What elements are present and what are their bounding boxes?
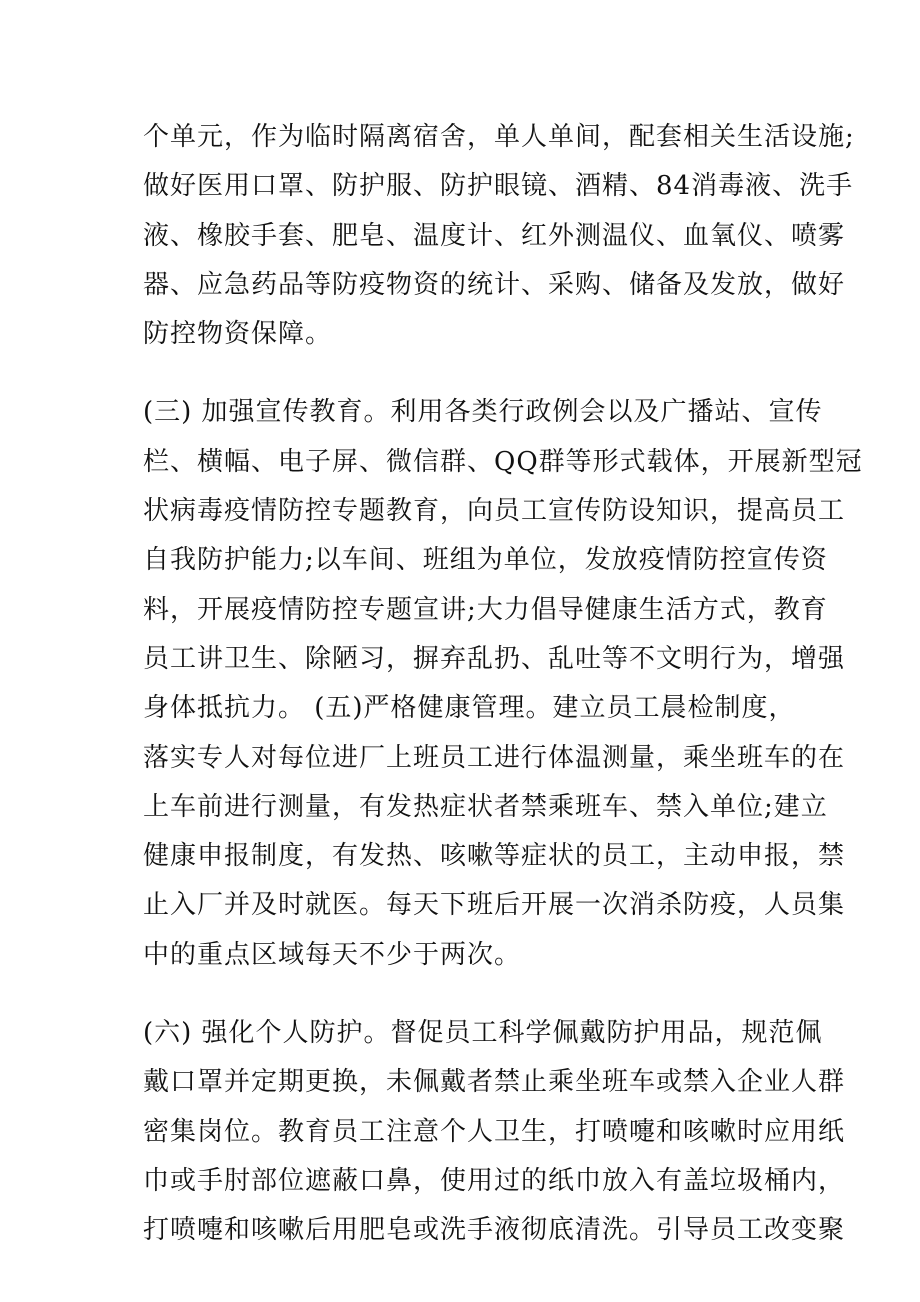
text-line: 上车前进行测量，有发热症状者禁乘班车、禁入单位;建立: [143, 791, 828, 822]
text-line: (三) 加强宣传教育。利用各类行政例会以及广播站、宣传: [143, 397, 823, 428]
text-line: 密集岗位。教育员工注意个人卫生，打喷嚏和咳嗽时应用纸: [143, 1116, 846, 1147]
text-line: 液、橡胶手套、肥皂、温度计、红外测温仪、血氧仪、喷雾: [143, 220, 846, 251]
text-line: 健康申报制度，有发热、咳嗽等症状的员工，主动申报，禁: [143, 841, 846, 872]
text-line: 身体抵抗力。 (五)严格健康管理。建立员工晨检制度，: [143, 693, 796, 724]
text-line: 中的重点区域每天不少于两次。: [143, 939, 522, 970]
text-line: 防控物资保障。: [143, 319, 333, 350]
paragraph-education: [143, 388, 863, 980]
text-line: 巾或手肘部位遮蔽口鼻，使用过的纸巾放入有盖垃圾桶内，: [143, 1165, 846, 1196]
text-line: 状病毒疫情防控专题教育，向员工宣传防设知识，提高员工: [143, 496, 846, 527]
text-line: 做好医用口罩、防护服、防护眼镜、酒精、84消毒液、洗手: [143, 171, 854, 202]
text-line: 落实专人对每位进厂上班员工进行体温测量，乘坐班车的在: [143, 742, 846, 773]
paragraph-supplies: [143, 113, 855, 359]
text-line: 戴口罩并定期更换，未佩戴者禁止乘坐班车或禁入企业人群: [143, 1067, 846, 1098]
text-line: 栏、横幅、电子屏、微信群、QQ群等形式载体，开展新型冠: [143, 446, 863, 477]
paragraph-gap: [143, 980, 800, 1009]
text-line: 止入厂并及时就医。每天下班后开展一次消杀防疫，人员集: [143, 890, 846, 921]
text-line: 器、应急药品等防疫物资的统计、采购、储备及发放，做好: [143, 269, 846, 300]
text-line: 员工讲卫生、除陋习，摒弃乱扔、乱吐等不文明行为，增强: [143, 643, 846, 674]
paragraph-gap: [143, 359, 800, 388]
text-line: 打喷嚏和咳嗽后用肥皂或洗手液彻底清洗。引导员工改变聚: [143, 1215, 846, 1246]
text-line: 个单元，作为临时隔离宿舍，单人单间，配套相关生活设施;: [143, 122, 855, 152]
text-line: 料，开展疫情防控专题宣讲;大力倡导健康生活方式，教育: [143, 594, 828, 625]
text-line: 自我防护能力;以车间、班组为单位，发放疫情防控宣传资: [143, 545, 828, 576]
paragraph-protection: [143, 1009, 846, 1255]
text-line: (六) 强化个人防护。督促员工科学佩戴防护用品，规范佩: [143, 1018, 823, 1049]
